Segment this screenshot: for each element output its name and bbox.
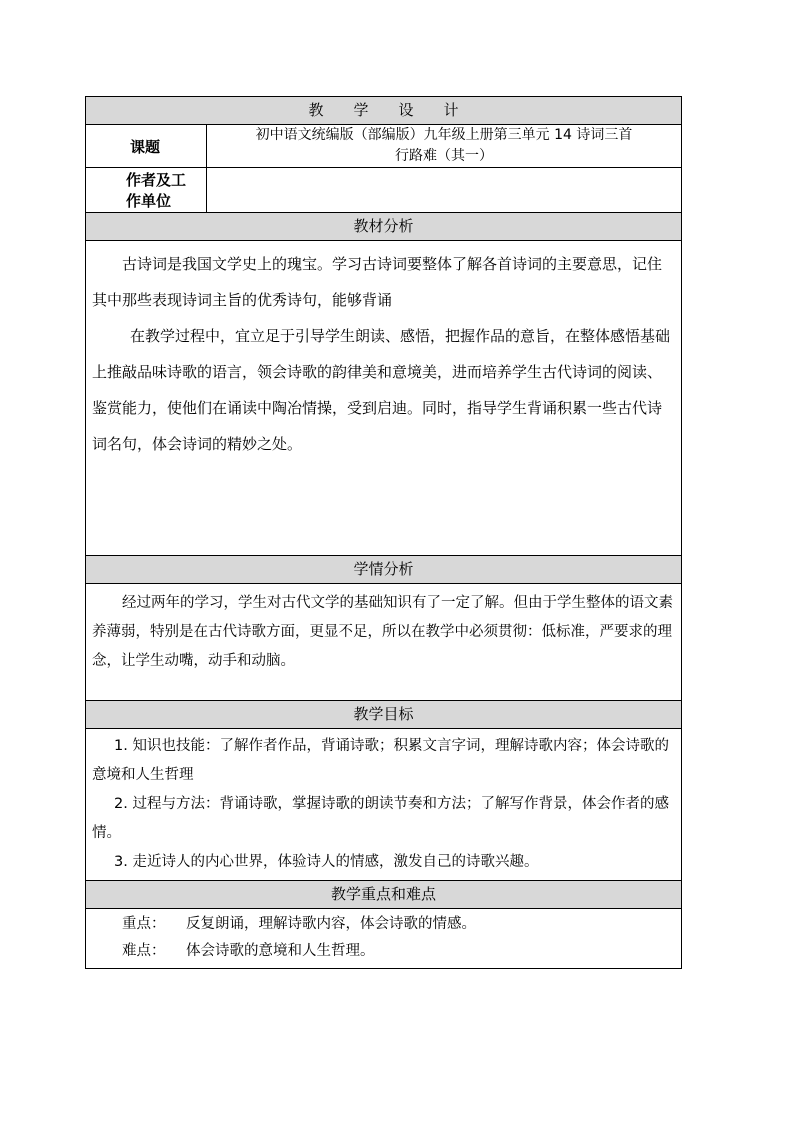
objective-item-3: 3. 走近诗人的内心世界，体验诗人的情感，激发自己的诗歌兴趣。 bbox=[114, 854, 539, 870]
difficult-point-text: 体会诗歌的意境和人生哲理。 bbox=[186, 943, 375, 959]
topic-value-line1: 初中语文统编版（部编版）九年级上册第三单元 14 诗词三首 bbox=[255, 127, 633, 143]
objectives-body bbox=[86, 729, 682, 881]
document-title: 教 学 设 计 bbox=[86, 97, 682, 125]
topic-value-line2: 行路难（其一） bbox=[395, 148, 493, 164]
lesson-design-table bbox=[85, 96, 682, 969]
textbook-analysis-paragraph-2: 在教学过程中，宜立足于引导学生朗读、感悟，把握作品的意旨，在整体感悟基础上推敲品味诗歌的语言，领会诗歌的韵律美和意境美，进而培养学生古代诗词的阅读、鉴赏能力，使他们在诵读中陶冶情操，受到启迪。同时，指导学生背诵积累一些古代诗词名句，体会诗词的精妙之处。 bbox=[92, 327, 671, 453]
textbook-analysis-body bbox=[86, 241, 682, 556]
textbook-analysis-heading: 教材分析 bbox=[86, 213, 682, 241]
key-point-text: 反复朗诵，理解诗歌内容，体会诗歌的情感。 bbox=[186, 916, 476, 932]
topic-label: 课题 bbox=[86, 125, 207, 168]
objective-item-2: 2. 过程与方法：背诵诗歌，掌握诗歌的朗读节奏和方法；了解写作背景，体会作者的感情。 bbox=[92, 796, 669, 841]
objective-item-1: 1. 知识也技能：了解作者作品，背诵诗歌；积累文言字词，理解诗歌内容；体会诗歌的意境和人生哲理 bbox=[92, 738, 669, 783]
student-analysis-paragraph: 经过两年的学习，学生对古代文学的基础知识有了一定了解。但由于学生整体的语文素养薄弱，特别是在古代诗歌方面，更显不足，所以在教学中必须贯彻：低标准，严要求的理念，让学生动嘴，动手和动脑。 bbox=[92, 595, 673, 669]
difficult-point-label: 难点： bbox=[122, 943, 166, 959]
author-label-line2: 作单位 bbox=[126, 192, 172, 210]
objectives-heading: 教学目标 bbox=[86, 701, 682, 729]
author-label bbox=[86, 168, 207, 213]
student-analysis-heading: 学情分析 bbox=[86, 556, 682, 584]
topic-value bbox=[207, 125, 682, 168]
difficult-point-row bbox=[92, 938, 675, 965]
key-point-label: 重点： bbox=[122, 916, 166, 932]
textbook-analysis-paragraph-1: 古诗词是我国文学史上的瑰宝。学习古诗词要整体了解各首诗词的主要意思，记住其中那些表现诗词主旨的优秀诗句，能够背诵 bbox=[92, 255, 663, 309]
author-value bbox=[207, 168, 682, 213]
key-points-body bbox=[86, 909, 682, 969]
key-point-row bbox=[92, 911, 675, 938]
author-label-line1: 作者及工 bbox=[126, 171, 187, 189]
key-points-heading: 教学重点和难点 bbox=[86, 881, 682, 909]
student-analysis-body bbox=[86, 584, 682, 701]
